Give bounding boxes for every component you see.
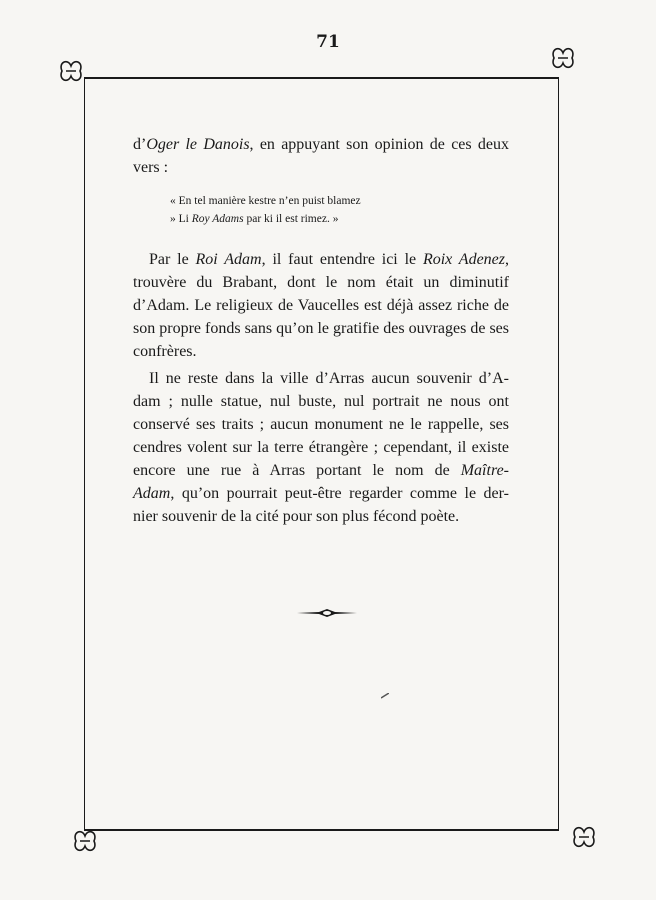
italic-name: Roy Adams bbox=[191, 213, 244, 225]
text-line: confrères. bbox=[133, 343, 197, 360]
verse-line bbox=[170, 210, 490, 228]
text-run: Par le bbox=[149, 251, 196, 268]
italic-name: Oger le Danois bbox=[146, 136, 250, 153]
text-run: » Li bbox=[170, 213, 192, 225]
italic-name: Roix Adenez bbox=[422, 251, 506, 268]
text-line bbox=[133, 459, 509, 482]
text-line: trouvère du Brabant, dont le nom était un diminutif bbox=[133, 274, 509, 291]
text-line: cendres volent sur la terre étrangère ; cependant, il existe bbox=[133, 439, 509, 456]
paragraph-roi-adam bbox=[133, 248, 509, 363]
flourish-corner-icon bbox=[56, 56, 86, 86]
text-line: d’Adam. Le religieux de Vaucelles est déjà assez riche de bbox=[133, 297, 509, 314]
italic-name: Adam bbox=[133, 485, 171, 502]
text-run: , qu’on pourrait peut-être regarder comme le der- bbox=[170, 485, 509, 502]
ink-speck bbox=[381, 684, 389, 690]
verse-line: « En tel manière kestre n’en puist blamez bbox=[170, 195, 361, 207]
flourish-corner-icon bbox=[548, 43, 578, 73]
text-line: vers : bbox=[133, 159, 169, 176]
text-line bbox=[133, 133, 509, 156]
text-line bbox=[133, 482, 509, 505]
paragraph-intro bbox=[133, 133, 509, 179]
text-line: dam ; nulle statue, nul buste, nul portrait ne nous ont bbox=[133, 393, 509, 410]
flourish-corner-icon bbox=[70, 826, 100, 856]
text-run: d’ bbox=[133, 136, 147, 153]
text-line: conservé ses traits ; aucun monument ne le rappelle, ses bbox=[133, 416, 509, 433]
italic-name: Roi Adam bbox=[195, 251, 262, 268]
page-number: 71 bbox=[316, 32, 340, 52]
ornament-divider-icon bbox=[297, 604, 357, 616]
italic-name: Maître- bbox=[460, 462, 509, 479]
text-line: Il ne reste dans la ville d’Arras aucun souvenir d’A- bbox=[149, 370, 509, 387]
paragraph-arras bbox=[133, 367, 509, 528]
text-run: , bbox=[505, 251, 510, 268]
text-line: son propre fonds sans qu’on le gratifie des ouvrages de ses bbox=[133, 320, 509, 337]
text-run: , il faut entendre ici le bbox=[261, 251, 423, 268]
flourish-corner-icon bbox=[569, 822, 599, 852]
text-run: , en appuyant son opinion de ces deux bbox=[249, 136, 510, 153]
text-run: par ki il est rimez. » bbox=[243, 213, 339, 225]
text-run: encore une rue à Arras portant le nom de bbox=[133, 462, 461, 479]
text-line bbox=[133, 248, 509, 271]
text-line: nier souvenir de la cité pour son plus fécond poète. bbox=[133, 508, 460, 525]
